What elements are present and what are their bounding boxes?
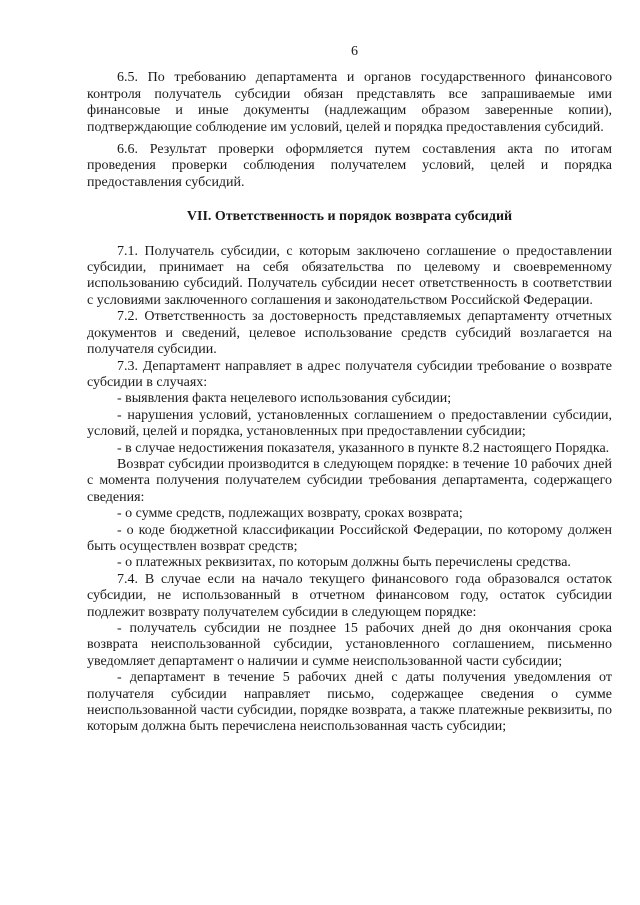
list-item-notification: - получатель субсидии не позднее 15 рабочих дней до дня окончания срока возврата неиспользованной субсидии, установленного соглашением, письменно уведомляет департамент о наличии и сумме неиспользованной части субсидии; bbox=[87, 621, 612, 669]
list-item-department-letter: - департамент в течение 5 рабочих дней с даты получения уведомления от получателя субсидии направляет письмо, содержащее сведения о сумме неиспользованной части субсидии, порядке возврата, а также платежные реквизиты, по которым должна быть перечислена неиспользованная часть субсидии; bbox=[87, 670, 612, 735]
section-title: VII. Ответственность и порядок возврата субсидий bbox=[186, 209, 513, 225]
paragraph-7-4: 7.4. В случае если на начало текущего финансового года образовался остаток субсидии, не использованный в отчетном финансовом году, остаток субсидии подлежит возврату получателем субсидии в следующем порядке: bbox=[87, 571, 612, 620]
paragraph-6-5: 6.5. По требованию департамента и органов государственного финансового контроля получатель субсидии обязан представлять все запрашиваемые ими финансовые и иные документы (надлежащим образом заверенные копии), подтверждающие соблюдение им условий, целей и порядка предоставления субсидий. bbox=[87, 70, 612, 135]
paragraph-7-2: 7.2. Ответственность за достоверность представляемых департаменту отчетных документов и сведений, целевое использование средств субсидий возлагается на получателя субсидии. bbox=[87, 309, 612, 358]
list-item-budget-code: - о коде бюджетной классификации Российской Федерации, по которому должен быть осуществлен возврат средств; bbox=[87, 522, 612, 554]
paragraph-return-order: Возврат субсидии производится в следующем порядке: в течение 10 рабочих дней с момента получения получателем субсидии требования департамента, содержащего сведения: bbox=[87, 456, 612, 505]
paragraph-7-1: 7.1. Получатель субсидии, с которым заключено соглашение о предоставлении субсидии, принимает на себя обязательства по целевому и своевременному использованию субсидий. Получатель субсидии несет ответственность в соответствии с условиями заключенного соглашения и законодательством Российской Федерации. bbox=[87, 243, 612, 308]
list-item-misuse: - выявления факта нецелевого использования субсидии; bbox=[117, 391, 452, 407]
list-item-payment-details: - о платежных реквизитах, по которым должны быть перечислены средства. bbox=[117, 555, 571, 571]
paragraph-6-6: 6.6. Результат проверки оформляется путем составления акта по итогам проведения проверки соблюдения получателем условий, целей и порядка предоставления субсидий. bbox=[87, 142, 612, 190]
page-number: 6 bbox=[351, 44, 358, 59]
paragraph-7-3: 7.3. Департамент направляет в адрес получателя субсидии требование о возврате субсидии в случаях: bbox=[87, 358, 612, 390]
list-item-indicator: - в случае недостижения показателя, указанного в пункте 8.2 настоящего Порядка. bbox=[117, 440, 610, 456]
list-item-amount: - о сумме средств, подлежащих возврату, сроках возврата; bbox=[117, 506, 463, 522]
list-item-violation: - нарушения условий, установленных соглашением о предоставлении субсидии, условий, целей и порядка, установленных при предоставлении субсидии; bbox=[87, 407, 612, 440]
